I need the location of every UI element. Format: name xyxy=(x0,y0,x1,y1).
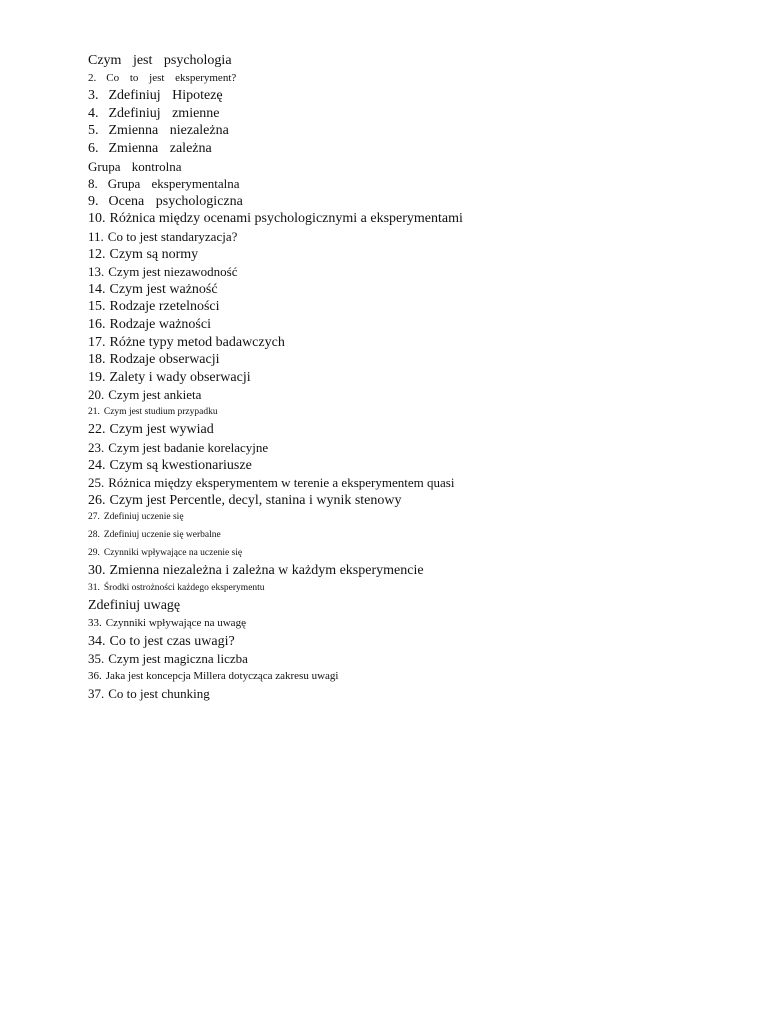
item-number: 30. xyxy=(88,563,106,579)
item-text: Rodzaje rzetelności xyxy=(109,299,220,315)
list-item xyxy=(88,316,708,334)
item-text: Czym są kwestionariusze xyxy=(109,457,252,473)
item-number: 8. xyxy=(88,176,98,192)
item-text: Zdefiniuj uczenie się werbalne xyxy=(103,530,221,541)
item-text: Czym są normy xyxy=(109,246,199,262)
item-text: Czym jest niezawodność xyxy=(108,264,238,280)
item-number: 2. xyxy=(88,71,97,84)
list-item xyxy=(88,580,708,598)
list-item xyxy=(88,562,708,580)
item-number: 23. xyxy=(88,440,105,456)
item-text: Grupa kontrolna xyxy=(88,158,182,174)
item-text: Czym jest psychologia xyxy=(88,53,232,68)
item-text: Co to jest standaryzacja? xyxy=(107,228,238,244)
item-text: Zdefiniuj uwagę xyxy=(88,598,181,614)
item-text: Zdefiniuj uczenie się xyxy=(103,512,184,523)
item-number: 18. xyxy=(88,352,106,368)
item-number: 16. xyxy=(88,316,106,332)
item-number: 4. xyxy=(88,105,99,121)
item-text: Czym jest ważność xyxy=(109,281,218,297)
item-text: Zdefiniuj zmienne xyxy=(108,105,220,121)
item-text: Czym jest wywiad xyxy=(109,422,214,438)
item-text: Rodzaje obserwacji xyxy=(109,352,220,368)
item-text: Czym jest ankieta xyxy=(108,387,202,403)
item-number: 15. xyxy=(88,299,106,315)
item-number: 5. xyxy=(88,123,99,139)
list-item xyxy=(88,298,708,316)
list-item xyxy=(88,140,708,158)
item-text: Różne typy metod badawczych xyxy=(109,334,285,350)
list-item xyxy=(88,334,708,352)
item-number: 21. xyxy=(88,406,100,417)
item-number: 10. xyxy=(88,211,106,227)
item-number: 9. xyxy=(88,193,99,209)
item-number: 24. xyxy=(88,457,106,473)
item-number: 12. xyxy=(88,246,106,262)
item-number: 22. xyxy=(88,422,106,438)
item-number: 17. xyxy=(88,334,106,350)
list-item xyxy=(88,105,708,123)
item-number: 19. xyxy=(88,369,106,385)
list-item xyxy=(88,263,708,281)
item-text: Jaka jest koncepcja Millera dotycząca zakresu uwagi xyxy=(105,669,339,682)
list-item xyxy=(88,193,708,211)
list-item xyxy=(88,439,708,457)
item-number: 6. xyxy=(88,140,99,156)
list-item xyxy=(88,685,708,703)
list-item xyxy=(88,87,708,105)
item-number: 14. xyxy=(88,281,106,297)
item-text: Środki ostrożności każdego eksperymentu xyxy=(103,582,265,593)
item-text: Zalety i wady obserwacji xyxy=(109,369,251,385)
item-number: 36. xyxy=(88,669,102,682)
item-text: Czynniki wpływające na uczenie się xyxy=(103,547,243,558)
list-item xyxy=(88,527,708,545)
question-list xyxy=(88,52,708,703)
item-text: Co to jest chunking xyxy=(108,686,210,702)
item-number: 11. xyxy=(88,228,104,244)
list-item xyxy=(88,369,708,387)
item-text: Czynniki wpływające na uwagę xyxy=(105,617,246,629)
list-item xyxy=(88,633,708,651)
list-item xyxy=(88,650,708,668)
item-number: 34. xyxy=(88,633,106,649)
list-item xyxy=(88,545,708,563)
item-number: 25. xyxy=(88,475,105,491)
item-text: Czym jest Percentle, decyl, stanina i wynik stenowy xyxy=(109,492,402,508)
item-number: 37. xyxy=(88,686,105,702)
item-number: 27. xyxy=(88,512,100,523)
list-item xyxy=(88,122,708,140)
list-item xyxy=(88,509,708,527)
list-item xyxy=(88,246,708,264)
list-item xyxy=(88,175,708,193)
item-text: Zmienna zależna xyxy=(108,140,212,156)
item-number: 26. xyxy=(88,492,106,508)
item-number: 29. xyxy=(88,547,100,558)
item-text: Zmienna niezależna i zależna w każdym eksperymencie xyxy=(109,563,424,579)
list-item xyxy=(88,492,708,510)
list-item xyxy=(88,386,708,404)
item-number: 3. xyxy=(88,88,99,104)
list-item xyxy=(88,228,708,246)
item-text: Grupa eksperymentalna xyxy=(107,176,240,192)
item-text: Ocena psychologiczna xyxy=(108,193,243,209)
list-item xyxy=(88,210,708,228)
item-text: Czym jest magiczna liczba xyxy=(108,651,248,667)
item-number: 31. xyxy=(88,582,100,593)
item-text: Zmienna niezależna xyxy=(108,123,229,139)
item-number: 28. xyxy=(88,530,100,541)
item-text: Czym jest badanie korelacyjne xyxy=(108,440,269,456)
item-text: Co to jest eksperyment? xyxy=(106,71,237,84)
list-item xyxy=(88,70,708,88)
list-item xyxy=(88,474,708,492)
item-text: Zdefiniuj Hipotezę xyxy=(108,88,223,104)
item-number: 13. xyxy=(88,264,105,280)
list-item xyxy=(88,52,708,70)
list-item xyxy=(88,421,708,439)
list-item xyxy=(88,668,708,686)
list-item xyxy=(88,615,708,633)
list-item xyxy=(88,281,708,299)
item-number: 33. xyxy=(88,617,102,629)
list-item xyxy=(88,597,708,615)
item-text: Różnica między ocenami psychologicznymi a eksperymentami xyxy=(109,211,463,227)
item-text: Co to jest czas uwagi? xyxy=(109,633,235,649)
item-number: 20. xyxy=(88,387,105,403)
item-text: Czym jest studium przypadku xyxy=(103,406,218,417)
item-text: Rodzaje ważności xyxy=(109,316,211,332)
item-number: 35. xyxy=(88,651,105,667)
list-item xyxy=(88,158,708,176)
list-item xyxy=(88,351,708,369)
item-text: Różnica między eksperymentem w terenie a eksperymentem quasi xyxy=(108,475,455,491)
list-item xyxy=(88,404,708,422)
list-item xyxy=(88,457,708,475)
